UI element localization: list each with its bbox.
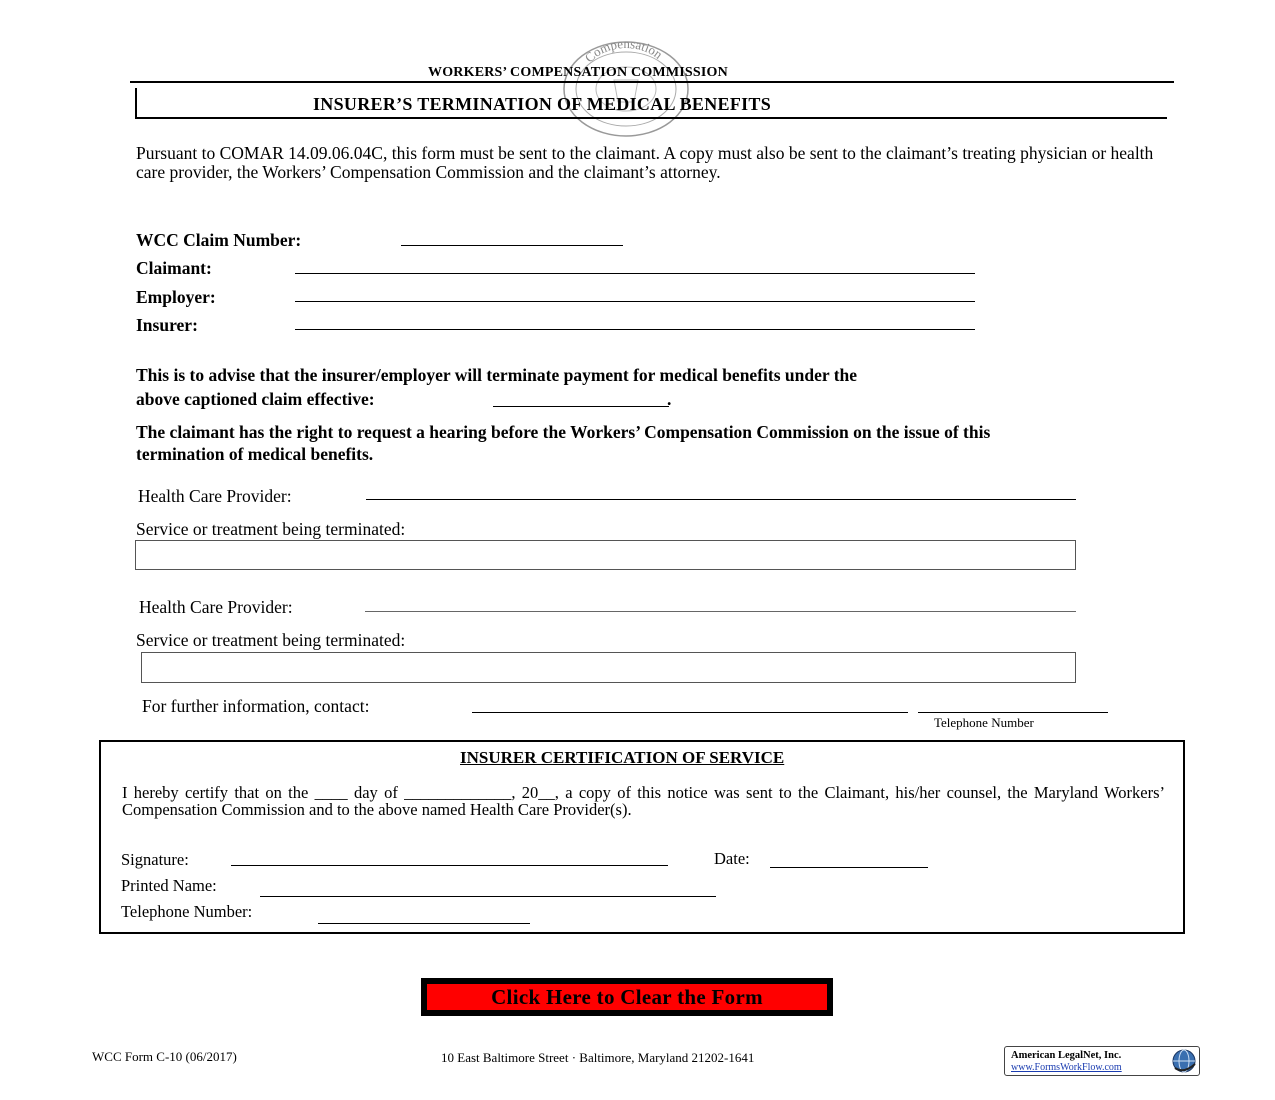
advisory-line-2: above captioned claim effective: [136, 389, 375, 409]
provider-1-label: Health Care Provider: [138, 486, 292, 506]
advisory-period: . [667, 389, 672, 409]
seal-text: Compensation [581, 40, 666, 66]
certification-title: INSURER CERTIFICATION OF SERVICE [460, 748, 785, 767]
globe-icon [1171, 1048, 1197, 1074]
svg-text:Compensation [582, 40, 666, 65]
printed-name-label: Printed Name: [121, 876, 217, 895]
service-2-label: Service or treatment being terminated: [136, 630, 406, 650]
contact-telephone-field[interactable] [918, 712, 1108, 713]
wcc-claim-number-field[interactable] [401, 245, 623, 246]
legalnet-logo[interactable] [1004, 1046, 1200, 1076]
agency-name: WORKERS’ COMPENSATION COMMISSION [428, 65, 728, 80]
intro-paragraph: Pursuant to COMAR 14.09.06.04C, this form must be sent to the claimant. A copy must also be sent to the claimant’s treating physician or health care provider, the Workers’ Compensation Commission and the claimant’s attorney. [136, 143, 1154, 182]
claimant-label: Claimant: [136, 258, 212, 278]
contact-field[interactable] [472, 712, 908, 713]
header-rule-left [135, 88, 137, 118]
header-rule-bottom [135, 117, 1167, 119]
commission-seal-icon [562, 40, 690, 138]
wcc-claim-number-label: WCC Claim Number: [136, 230, 302, 250]
provider-2-label: Health Care Provider: [139, 597, 293, 617]
date-label: Date: [714, 849, 750, 868]
clear-form-label: Click Here to Clear the Form [427, 984, 827, 1010]
logo-name: American LegalNet, Inc. [1011, 1050, 1122, 1061]
footer-address: 10 East Baltimore Street · Baltimore, Maryland 21202-1641 [441, 1050, 755, 1065]
certification-text: I hereby certify that on the ____ day of _____________, 20__, a copy of this notice was sent to the Claimant, his/her counsel, the Maryland Workers’ Compensation Commission and to the above named Health Care Provider(s). [122, 783, 1165, 819]
form-id: WCC Form C-10 (06/2017) [92, 1049, 237, 1064]
advisory-line-1: This is to advise that the insurer/employer will terminate payment for medical benefits under the [136, 365, 858, 385]
printed-name-field[interactable] [260, 896, 716, 897]
employer-field[interactable] [295, 301, 975, 302]
effective-date-field[interactable] [493, 406, 669, 407]
service-2-textbox[interactable] [141, 652, 1076, 683]
service-1-textbox[interactable] [135, 540, 1076, 570]
employer-label: Employer: [136, 287, 216, 307]
provider-1-field[interactable] [366, 499, 1076, 500]
claimant-field[interactable] [295, 273, 975, 274]
provider-2-field[interactable] [365, 611, 1076, 612]
telephone-caption: Telephone Number [934, 715, 1034, 730]
signature-label: Signature: [121, 850, 189, 869]
insurer-label: Insurer: [136, 315, 198, 335]
insurer-field[interactable] [295, 329, 975, 330]
telephone-label: Telephone Number: [121, 902, 253, 921]
header-rule-top [130, 81, 1174, 83]
telephone-field[interactable] [318, 923, 530, 924]
certification-box [99, 740, 1185, 934]
logo-url[interactable]: www.FormsWorkFlow.com [1011, 1062, 1122, 1073]
clear-form-button[interactable] [421, 978, 833, 1016]
contact-label: For further information, contact: [142, 696, 370, 716]
signature-field[interactable] [231, 865, 668, 866]
form-title: INSURER’S TERMINATION OF MEDICAL BENEFITS [313, 94, 772, 114]
service-1-label: Service or treatment being terminated: [136, 519, 406, 539]
date-field[interactable] [770, 867, 928, 868]
hearing-notice: The claimant has the right to request a hearing before the Workers’ Compensation Commission on the issue of this termination of medical benefits. [136, 422, 991, 464]
